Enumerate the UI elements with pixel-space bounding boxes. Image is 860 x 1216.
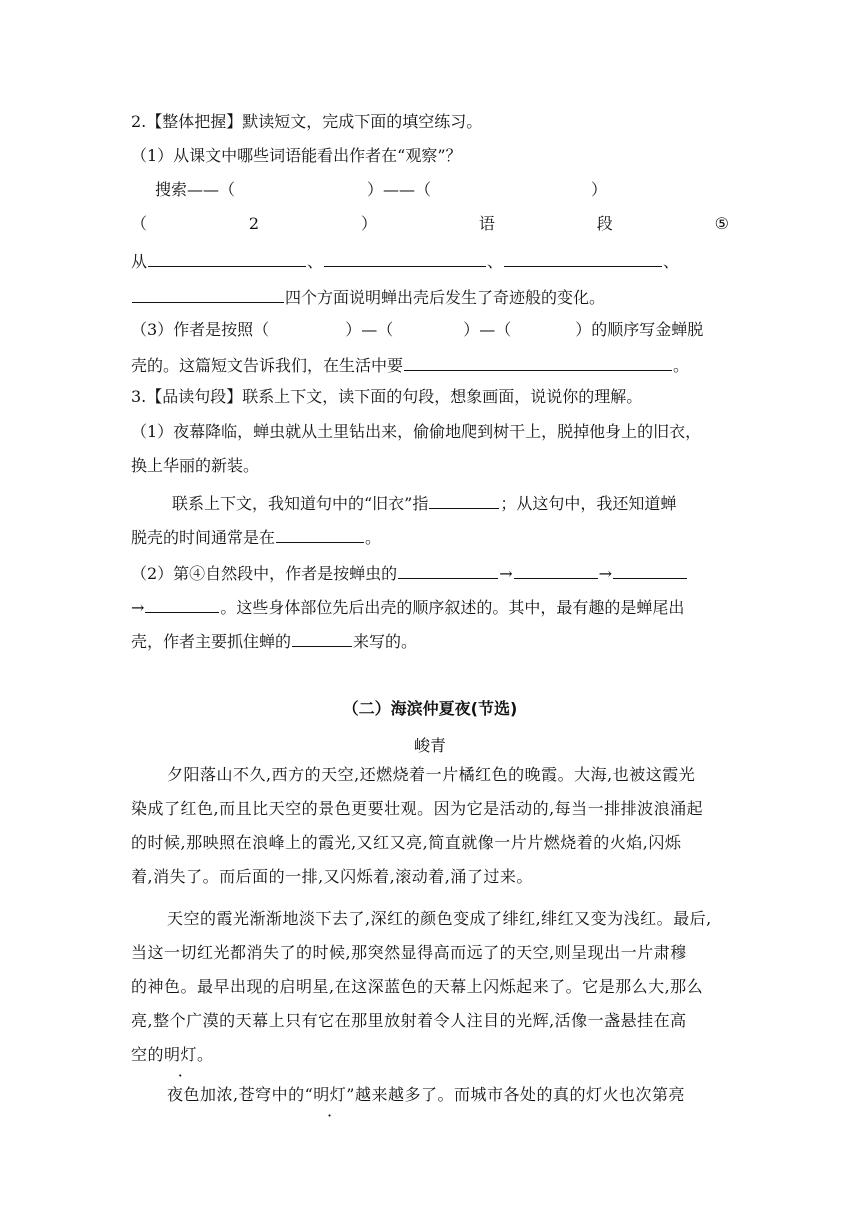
q3-sub2-line1: （2）第④自然段中，作者是按蝉虫的 → → bbox=[131, 560, 688, 586]
passage-line: 着,消失了。而后面的一排,又闪烁着,滚动着,涌了过来。 bbox=[131, 867, 533, 886]
q2-search-row bbox=[155, 178, 607, 202]
answer-blank[interactable] bbox=[429, 490, 499, 509]
sub2-q3-e: 来写的。 bbox=[353, 632, 418, 651]
sub3-d: ）的顺序写金蝉脱 bbox=[575, 320, 704, 339]
sub2-part-0: （ bbox=[131, 214, 148, 233]
sub2-part-1: 2 bbox=[248, 214, 260, 233]
link1-a: 联系上下文，我知道句中的“旧衣”指 bbox=[172, 494, 429, 513]
dotted-word: 明灯 bbox=[164, 1045, 198, 1064]
link2-a: 脱壳的时间通常是在 bbox=[131, 528, 276, 547]
q2-sub3-line2 bbox=[131, 352, 689, 378]
sub2-q3-c: 。这些身体部位先后出壳的顺序叙述的。其中，最有趣的是蝉尾出 bbox=[220, 598, 685, 617]
sub2-part-4: 段 bbox=[596, 214, 613, 233]
sub2-q3-d: 壳，作者主要抓住蝉的 bbox=[131, 632, 292, 651]
passage-line: 染成了红色,而且比天空的景色更要壮观。因为它是活动的,每当一排排波浪涌起 bbox=[131, 799, 704, 818]
q3-link-line1 bbox=[172, 490, 676, 516]
passage-paragraph-1 bbox=[131, 758, 731, 894]
answer-blank[interactable] bbox=[324, 248, 486, 267]
sub2-part-2: ） bbox=[360, 214, 377, 233]
search-label: 搜索——（ bbox=[155, 180, 236, 199]
q2-sub2-line2: 从 、 、 、 bbox=[131, 248, 679, 274]
sub2-from: 从 bbox=[131, 252, 148, 271]
p2-last-a: 空的 bbox=[131, 1045, 165, 1064]
link2-b: 。 bbox=[365, 528, 382, 547]
passage-author: 峻青 bbox=[413, 736, 446, 755]
passage-line bbox=[131, 1038, 731, 1072]
sub3-line2-a: 壳的。这篇短文告诉我们，在生活中要 bbox=[131, 356, 404, 375]
q3-sub1-line1: （1）夜幕降临，蝉虫就从土里钻出来，偷偷地爬到树干上，脱掉他身上的旧衣， bbox=[131, 422, 702, 441]
sub2-q3-a: （2）第④自然段中，作者是按蝉虫的 bbox=[131, 564, 398, 583]
q3-sub2-line3: → 。这些身体部位先后出壳的顺序叙述的。其中，最有趣的是蝉尾出 bbox=[131, 594, 684, 620]
sub3-c: ）—（ bbox=[463, 320, 512, 339]
q2-sub1: （1）从课文中哪些词语能看出作者在“观察”？ bbox=[131, 146, 462, 165]
p3-a: 夜色加浓,苍穹中的“ bbox=[167, 1085, 314, 1104]
answer-blank[interactable] bbox=[276, 524, 364, 543]
answer-blank[interactable] bbox=[504, 248, 662, 267]
answer-blank[interactable] bbox=[132, 284, 284, 303]
answer-blank[interactable] bbox=[292, 628, 352, 647]
q2-heading: 2.【整体把握】默读短文，完成下面的填空练习。 bbox=[131, 112, 483, 131]
passage-line: 当这一切红光都消失了的时候,那突然显得高而远了的天空,则呈现出一片肃穆 bbox=[131, 943, 687, 962]
sub3-a: （3）作者是按照（ bbox=[131, 320, 270, 339]
answer-blank[interactable] bbox=[148, 248, 306, 267]
passage-paragraph-2 bbox=[131, 902, 731, 1072]
q3-sub2-line4 bbox=[131, 628, 417, 654]
search-mid: ）——（ bbox=[367, 180, 432, 199]
answer-blank[interactable] bbox=[398, 560, 498, 579]
q3-heading: 3.【品读句段】联系上下文，读下面的句段，想象画面，说说你的理解。 bbox=[131, 387, 643, 406]
q2-sub2-line3 bbox=[131, 284, 605, 310]
passage-line: 亮,整个广漠的天幕上只有它在那里放射着令人注目的光辉,活像一盏悬挂在高 bbox=[131, 1011, 687, 1030]
passage-line bbox=[131, 1078, 731, 1112]
passage-paragraph-3 bbox=[131, 1078, 731, 1112]
q3-sub1-line2: 换上华丽的新装。 bbox=[131, 456, 260, 475]
sub3-b: ）—（ bbox=[345, 320, 394, 339]
passage-line: 的神色。最早出现的启明星,在这深蓝色的天幕上闪烁起来了。它是那么大,那么 bbox=[131, 977, 704, 996]
sub2-part-5: ⑤ bbox=[714, 214, 729, 233]
q3-link-line2 bbox=[131, 524, 381, 550]
passage-title: （二）海滨仲夏夜(节选) bbox=[342, 699, 518, 718]
sub2-part-3: 语 bbox=[478, 214, 495, 233]
answer-blank[interactable] bbox=[613, 560, 687, 579]
answer-blank[interactable] bbox=[514, 560, 598, 579]
answer-blank[interactable] bbox=[145, 594, 219, 613]
dotted-word: 明灯 bbox=[313, 1085, 347, 1104]
q2-sub2-line1 bbox=[131, 212, 729, 236]
link1-b: ；从这句中，我还知道蝉 bbox=[500, 494, 677, 513]
sub3-line2-b: 。 bbox=[673, 356, 690, 375]
p3-b: ”越来越多了。而城市各处的真的灯火也次第亮 bbox=[346, 1085, 685, 1104]
passage-line: 天空的霞光渐渐地淡下去了,深红的颜色变成了绯红,绯红又变为浅红。最后, bbox=[167, 909, 712, 928]
passage-line: 夕阳落山不久,西方的天空,还燃烧着一片橘红色的晚霞。大海,也被这霞光 bbox=[167, 765, 696, 784]
sub2-tail: 四个方面说明蝉出壳后发生了奇迹般的变化。 bbox=[285, 288, 606, 307]
passage-line: 的时候,那映照在浪峰上的霞光,又红又亮,简直就像一片片燃烧着的火焰,闪烁 bbox=[131, 833, 682, 852]
q2-sub3-line1 bbox=[131, 318, 703, 342]
search-end: ） bbox=[591, 180, 608, 199]
answer-blank[interactable] bbox=[404, 352, 672, 371]
p2-last-b: 。 bbox=[197, 1045, 214, 1064]
